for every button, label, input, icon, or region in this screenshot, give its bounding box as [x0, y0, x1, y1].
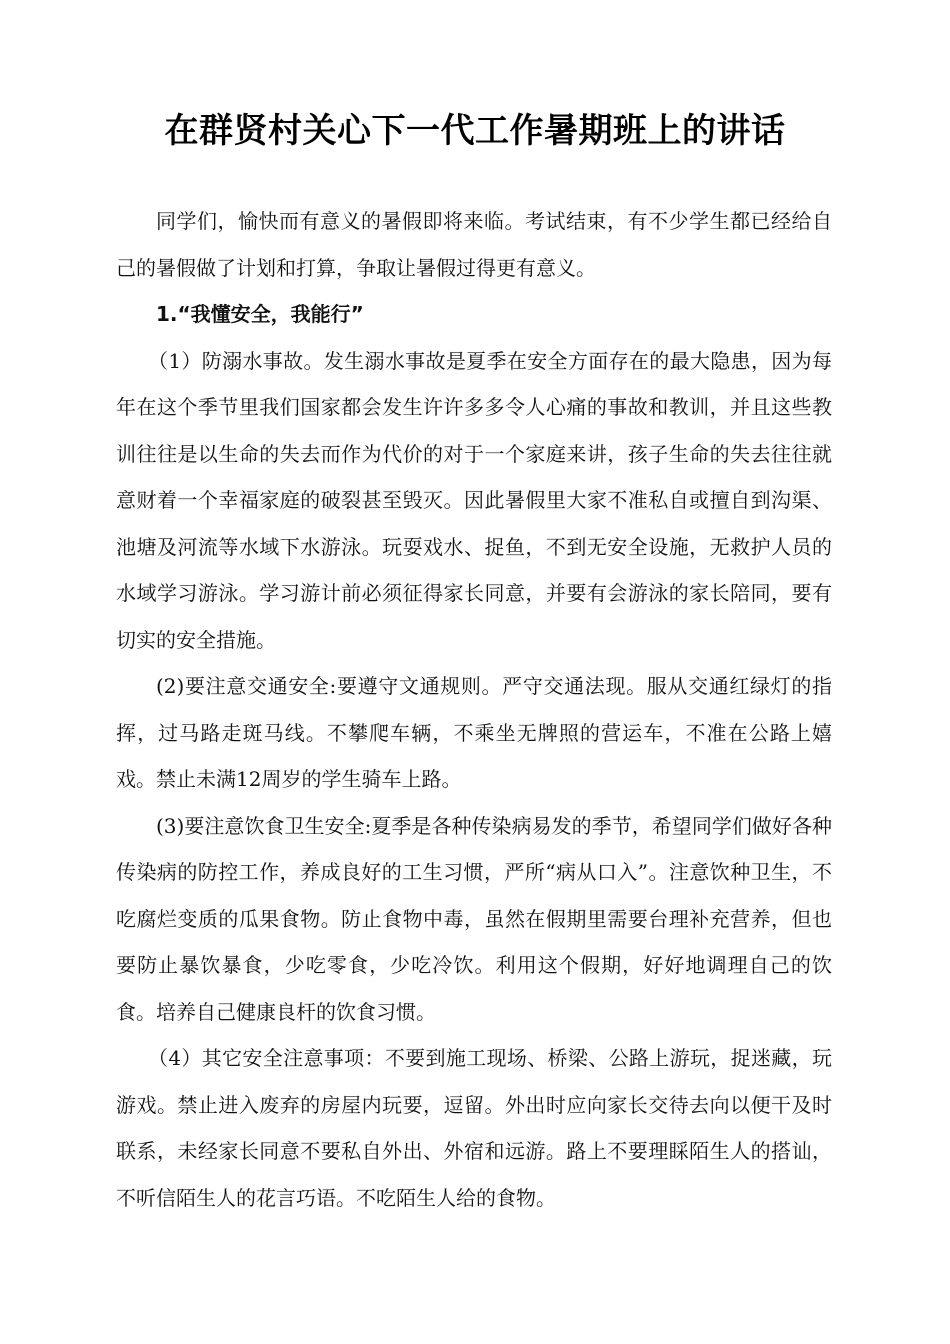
other-safety-paragraph: （4）其它安全注意事项：不要到施工现场、桥梁、公路上游玩，捉迷藏，玩游戏。禁止进入废弃的房屋内玩要，逗留。外出时应向家长交待去向以便干及时联系，未经家长同意不要私自外出、外宿和远游。路上不要理睬陌生人的搭讪，不听信陌生人的花言巧语。不吃陌生人给的食物。	[116, 1046, 832, 1210]
document-title: 在群贤村关心下一代工作暑期班上的讲话	[164, 111, 786, 151]
section-heading: 1.“我懂安全，我能行”	[156, 302, 364, 326]
intro-paragraph: 同学们，愉快而有意义的暑假即将来临。考试结束，有不少学生都已经给自己的暑假做了计划和打算，争取让暑假过得更有意义。	[116, 209, 832, 280]
drowning-safety-paragraph: （1）防溺水事故。发生溺水事故是夏季在安全方面存在的最大隐患，因为每年在这个季节里我们国家都会发生许许多多令人心痛的事故和教训，并且这些教训往往是以生命的失去而作为代价的对于一个家庭来讲，孩子生命的失去往往就意财着一个幸福家庭的破裂甚至毁灭。因此暑假里大家不准私自或擅自到沟渠、池塘及河流等水域下水游泳。玩耍戏水、捉鱼，不到无安全设施，无救护人员的水域学习游泳。学习游计前必须征得家长同意，并要有会游泳的家长陪同，要有切实的安全措施。	[116, 348, 832, 652]
document-body	[116, 198, 832, 1221]
food-safety-paragraph: (3)要注意饮食卫生安全:夏季是各种传染病易发的季节，希望同学们做好各种传染病的防控工作，养成良好的工生习惯，严所“病从口入”。注意饮种卫生，不吃腐烂变质的瓜果食物。防止食物中毒，虽然在假期里需要台理补充营养，但也要防止暴饮暴食，少吃零食，少吃冷饮。利用这个假期，好好地调理自己的饮食。培养自己健康良杆的饮食习惯。	[116, 813, 832, 1024]
traffic-safety-paragraph: (2)要注意交通安全:要遵守文通规则。严守交通法现。服从交通红绿灯的指挥，过马路走斑马线。不攀爬车辆，不乘坐无牌照的营运车，不准在公路上嬉戏。禁止未满12周岁的学生骑车上路。	[116, 674, 832, 791]
